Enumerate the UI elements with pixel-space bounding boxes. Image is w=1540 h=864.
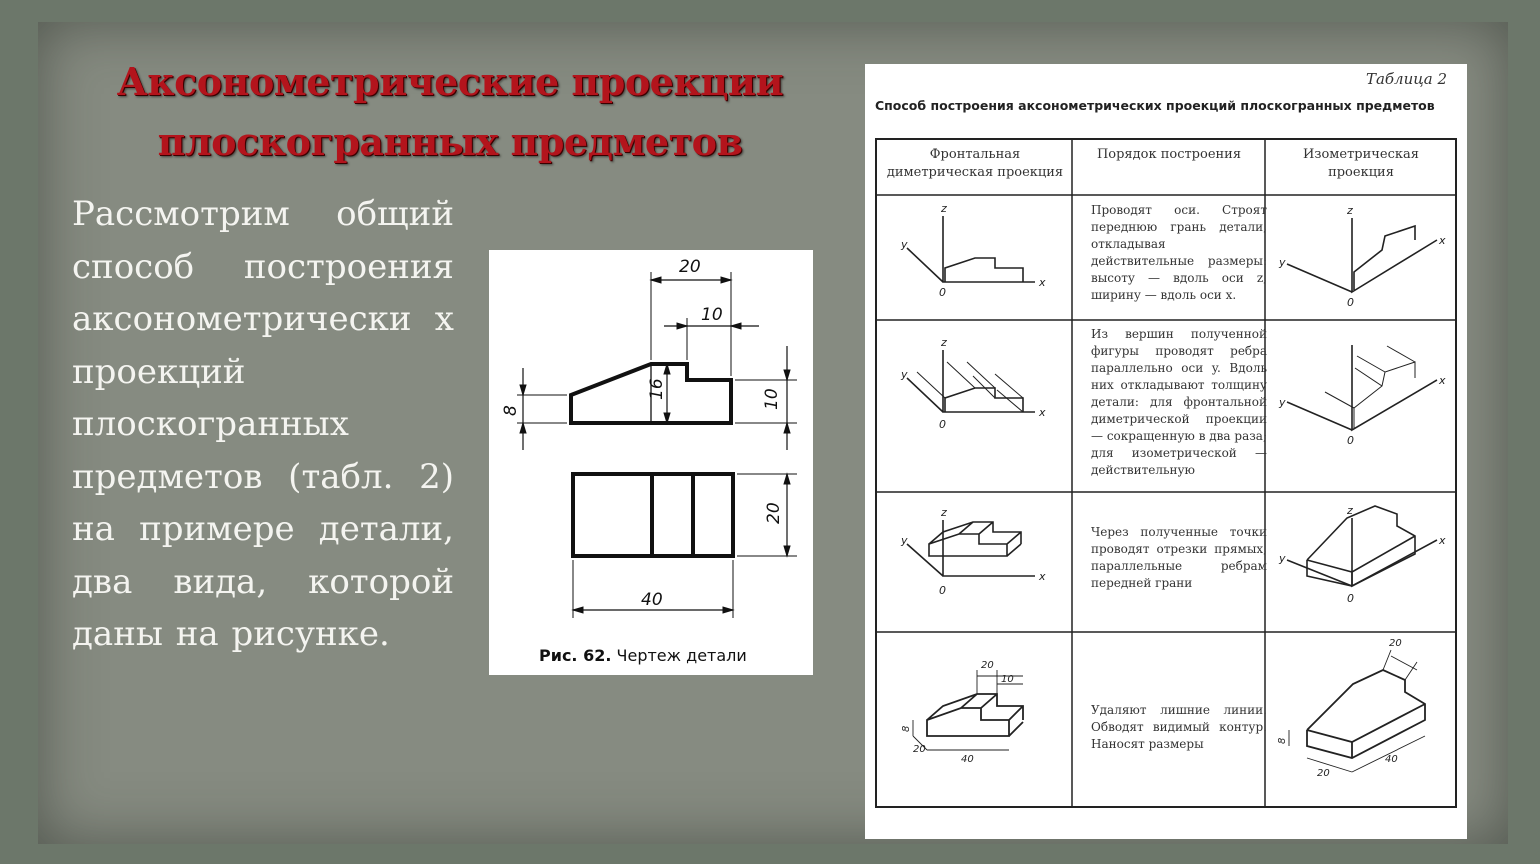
- final-dim-10: 10: [1001, 674, 1014, 685]
- dim-16: 16: [647, 378, 667, 400]
- axis-z-r2: z: [941, 336, 947, 349]
- figure-caption-label: Рис. 62.: [539, 646, 612, 665]
- step-3-text: Через полученные точки проводят отрезки прямых, параллельные ребрам передней грани: [1091, 525, 1267, 590]
- header-isometric: Изометрическая проекция: [1303, 147, 1419, 180]
- figure-caption-text: Чертеж детали: [616, 646, 747, 665]
- table-number: Таблица 2: [1365, 70, 1447, 88]
- axis-o-r2-iso: 0: [1347, 434, 1354, 447]
- final-dim-8: 8: [901, 725, 912, 732]
- axis-o-r3-iso: 0: [1347, 592, 1354, 605]
- final-iso-dim-40: 40: [1385, 754, 1398, 765]
- dim-8: 8: [501, 405, 521, 416]
- dim-20-top: 20: [679, 257, 701, 277]
- dim-10-right: 10: [762, 388, 782, 410]
- axis-x-r3: x: [1039, 570, 1046, 583]
- axis-o-r3: 0: [939, 584, 946, 597]
- axis-o-r1: 0: [939, 286, 946, 299]
- axis-x-r2-iso: x: [1439, 374, 1446, 387]
- axis-o-r1-iso: 0: [1347, 296, 1354, 309]
- figure-62-drawing: [489, 250, 813, 675]
- axis-z-r1: z: [941, 202, 947, 215]
- axis-y-r3-iso: y: [1279, 552, 1286, 565]
- title-line-1: Аксонометрические проекции: [116, 59, 784, 104]
- final-iso-dim-20: 20: [1389, 638, 1402, 649]
- table-2-card: [865, 64, 1467, 839]
- axis-z-r3-iso: z: [1347, 504, 1353, 517]
- axis-y-r2-iso: y: [1279, 396, 1286, 409]
- table-grid: [875, 138, 1457, 808]
- axis-z-r1-iso: z: [1347, 204, 1353, 217]
- axis-x-r1: x: [1039, 276, 1046, 289]
- axis-o-r2: 0: [939, 418, 946, 431]
- final-dim-20b: 20: [913, 744, 926, 755]
- header-frontal: Фронтальная диметрическая проекция: [886, 147, 1064, 180]
- body-text: Рассмотрим общий способ построения аксонометрически х проекций плоскогранных предметов (табл. 2) на примере детали, два вида, которой даны на рисунке.: [72, 194, 454, 654]
- step-2-text: Из вершин полученной фигуры проводят ребра параллельно оси y. Вдоль них откладывают толщину детали: для фронтальной диметрической проекции — сокращенную в два раза; для изометрической — действительную: [1091, 327, 1267, 477]
- final-dim-20: 20: [981, 660, 994, 671]
- axis-z-r3: z: [941, 506, 947, 519]
- axis-x-r3-iso: x: [1439, 534, 1446, 547]
- slide-title: [100, 52, 800, 172]
- final-dim-40: 40: [961, 754, 974, 765]
- step-1-text: Проводят оси. Строят переднюю грань детали, откладывая действительные размеры: высоту — вдоль оси z, ширину — вдоль оси x.: [1091, 203, 1267, 302]
- axis-x-r2: x: [1039, 406, 1046, 419]
- dim-40: 40: [641, 590, 663, 610]
- detail-drawing: [489, 250, 813, 675]
- axis-y-r3: y: [901, 534, 908, 547]
- dim-10-top: 10: [701, 305, 723, 325]
- final-iso-dim-20b: 20: [1317, 768, 1330, 779]
- header-order: Порядок построения: [1096, 147, 1242, 162]
- title-line-2: плоскогранных предметов: [157, 119, 743, 164]
- step-4-text: Удаляют лишние линии. Обводят видимый контур. Наносят размеры: [1091, 703, 1267, 751]
- axis-x-r1-iso: x: [1439, 234, 1446, 247]
- figure-caption: [539, 646, 747, 665]
- table-title: Способ построения аксонометрических проекций плоскогранных предметов: [875, 98, 1435, 113]
- axis-y-r1-iso: y: [1279, 256, 1286, 269]
- dim-20-right: 20: [764, 502, 784, 524]
- axis-y-r1: y: [901, 238, 908, 251]
- final-iso-dim-8: 8: [1277, 737, 1288, 744]
- axis-y-r2: y: [901, 368, 908, 381]
